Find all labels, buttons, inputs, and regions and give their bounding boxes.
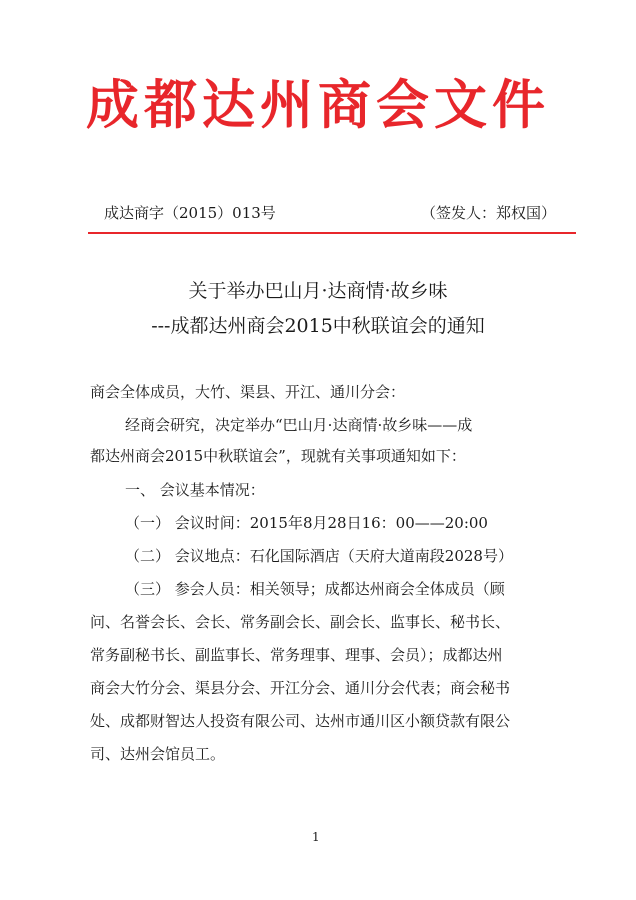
document-title: 成都达州商会文件 [86,74,550,136]
attendees-line-4: 商会大竹分会、渠县分会、开江分会、通川分会代表；商会秘书 [90,679,511,697]
meeting-location: （二） 会议地点：石化国际酒店（天府大道南段2028号） [125,547,513,565]
red-divider-line [88,232,576,234]
section-heading-1: 一、 会议基本情况： [125,481,265,499]
page-number: 1 [312,830,320,844]
notice-heading-line1: 关于举办巴山月·达商情·故乡味 [188,280,448,302]
salutation: 商会全体成员，大竹、渠县、开江、通川分会： [90,383,406,401]
attendees-line-3: 常务副秘书长、副监事长、常务理事、理事、会员）；成都达州 [90,646,503,664]
notice-heading-line2: ---成都达州商会2015中秋联谊会的通知 [151,315,485,337]
attendees-line-2: 问、名誉会长、会长、常务副会长、副会长、监事长、秘书长、 [90,613,511,631]
document-number: 成达商字（2015）013号 [104,204,276,222]
issuer-signature: （签发人：郑权国） [420,204,556,222]
meeting-time: （一） 会议时间：2015年8月28日16：00——20:00 [125,514,488,532]
intro-line-2: 都达州商会2015中秋联谊会”，现就有关事项通知如下： [90,447,466,465]
attendees-line-1: （三） 参会人员：相关领导；成都达州商会全体成员（顾 [125,580,505,598]
intro-line-1: 经商会研究，决定举办“巴山月·达商情·故乡味——成 [125,416,473,434]
attendees-line-6: 司、达州会馆员工。 [90,745,226,763]
attendees-line-5: 处、成都财智达人投资有限公司、达州市通川区小额贷款有限公 [90,712,511,730]
